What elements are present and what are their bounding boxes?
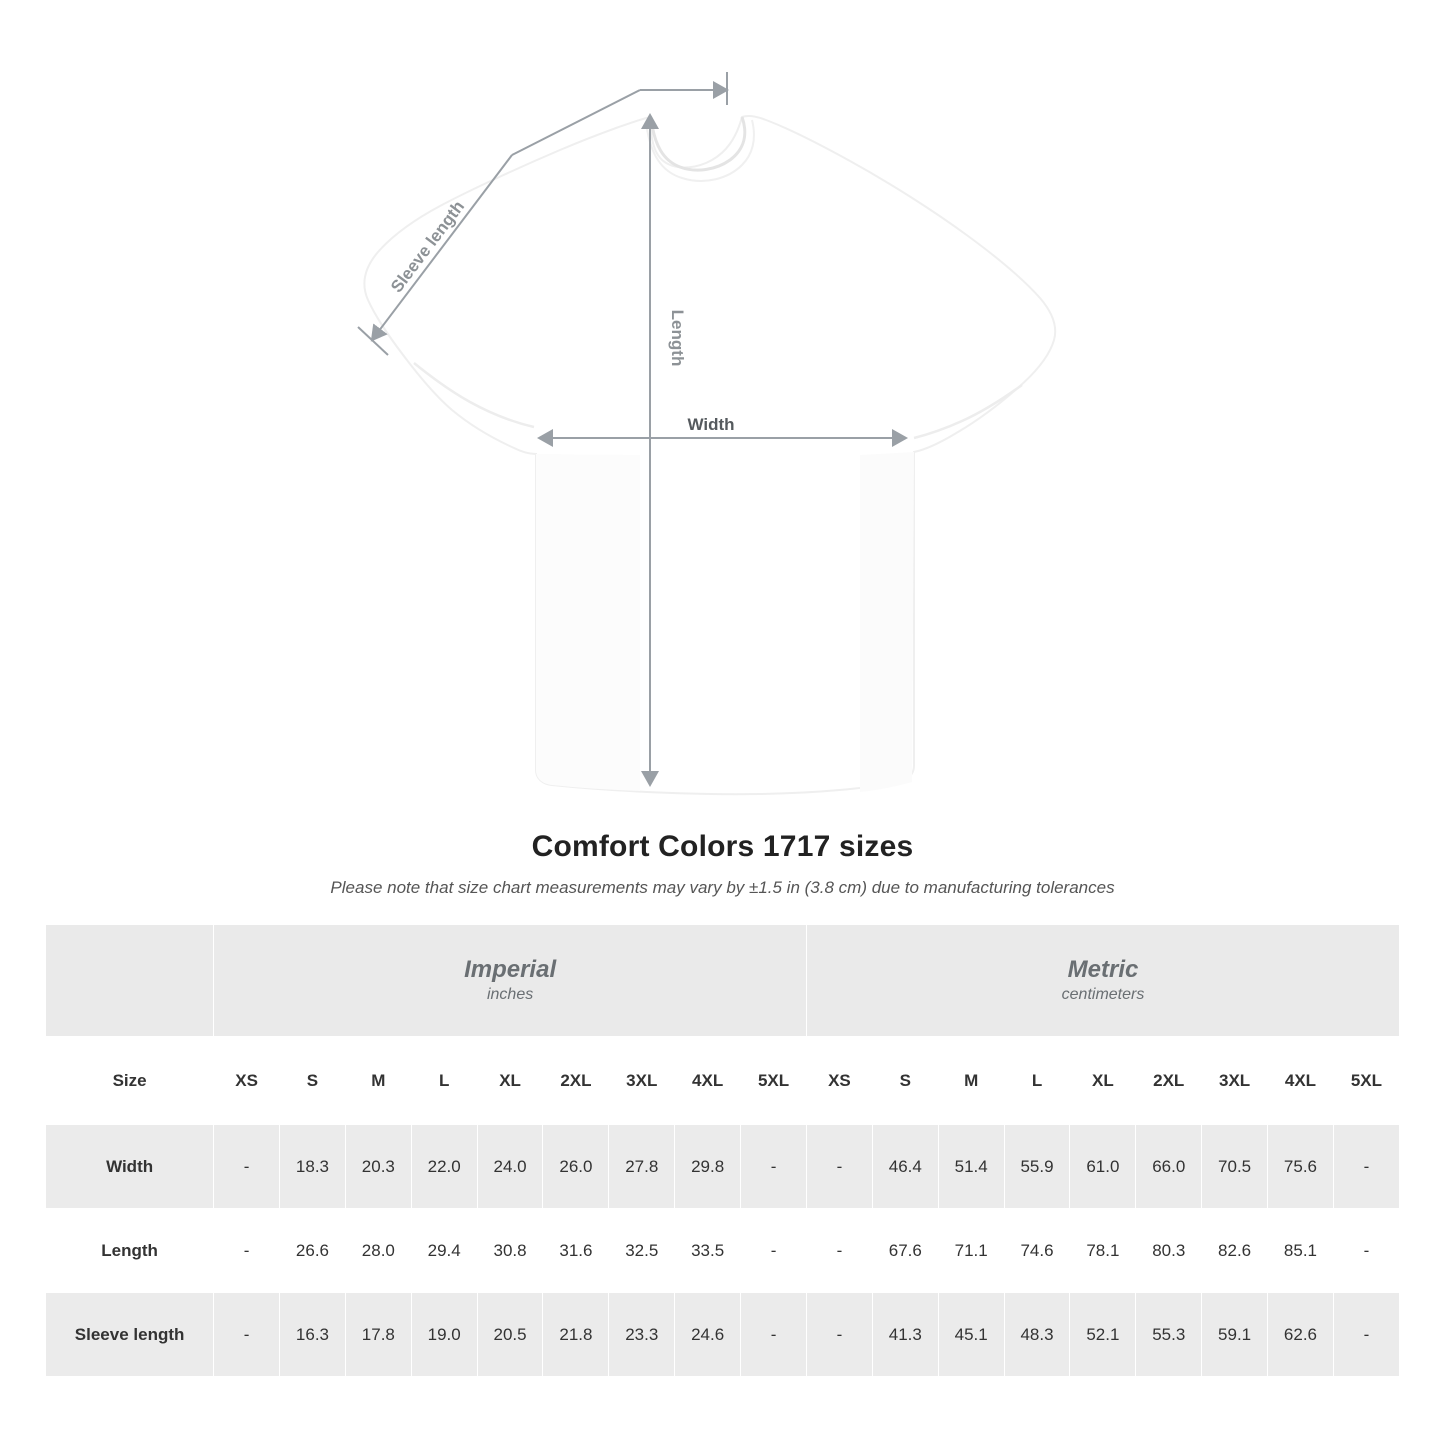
- cell-sleeve-imp-3xl: 23.3: [609, 1293, 675, 1377]
- tolerance-note: Please note that size chart measurements may vary by ±1.5 in (3.8 cm) due to manufacturing tolerances: [330, 878, 1115, 897]
- cell-sleeve-imp-2xl: 21.8: [543, 1293, 609, 1377]
- cell-width-imp-xl: 24.0: [477, 1125, 543, 1209]
- unit-imperial-name: Imperial: [464, 956, 557, 984]
- cell-width-met-4xl: 75.6: [1268, 1125, 1334, 1209]
- table-row: [46, 1125, 1400, 1209]
- cell-length-met-4xl: 85.1: [1268, 1209, 1334, 1293]
- size-header-label: Size: [46, 1037, 214, 1125]
- cell-width-imp-xs: -: [214, 1125, 280, 1209]
- cell-sleeve-met-4xl: 62.6: [1268, 1293, 1334, 1377]
- cell-width-imp-m: 20.3: [345, 1125, 411, 1209]
- cell-length-imp-l: 29.4: [411, 1209, 477, 1293]
- cell-width-met-5xl: -: [1333, 1125, 1399, 1209]
- cell-length-met-l: 74.6: [1004, 1209, 1070, 1293]
- unit-header-spacer: [46, 925, 214, 1037]
- row-label-length: Length: [46, 1209, 214, 1293]
- cell-length-met-5xl: -: [1333, 1209, 1399, 1293]
- cell-width-imp-2xl: 26.0: [543, 1125, 609, 1209]
- cell-sleeve-met-s: 41.3: [872, 1293, 938, 1377]
- cell-length-met-3xl: 82.6: [1202, 1209, 1268, 1293]
- size-col-imp-m: M: [345, 1037, 411, 1125]
- cell-sleeve-imp-xs: -: [214, 1293, 280, 1377]
- table-row: [46, 1209, 1400, 1293]
- cell-length-imp-5xl: -: [741, 1209, 807, 1293]
- cell-length-imp-2xl: 31.6: [543, 1209, 609, 1293]
- cell-width-imp-5xl: -: [741, 1125, 807, 1209]
- table-row: [46, 1293, 1400, 1377]
- cell-sleeve-imp-s: 16.3: [280, 1293, 346, 1377]
- cell-width-met-l: 55.9: [1004, 1125, 1070, 1209]
- title-block: [0, 830, 1445, 898]
- row-label-sleeve-length: Sleeve length: [46, 1293, 214, 1377]
- size-col-imp-s: S: [280, 1037, 346, 1125]
- cell-length-imp-xl: 30.8: [477, 1209, 543, 1293]
- cell-sleeve-met-3xl: 59.1: [1202, 1293, 1268, 1377]
- unit-header-metric: [807, 925, 1400, 1037]
- size-col-met-5xl: 5XL: [1333, 1037, 1399, 1125]
- cell-length-met-2xl: 80.3: [1136, 1209, 1202, 1293]
- size-col-met-3xl: 3XL: [1202, 1037, 1268, 1125]
- cell-width-met-3xl: 70.5: [1202, 1125, 1268, 1209]
- sleeve-length-label: Sleeve length: [387, 197, 469, 297]
- cell-sleeve-imp-m: 17.8: [345, 1293, 411, 1377]
- cell-sleeve-met-m: 45.1: [938, 1293, 1004, 1377]
- cell-sleeve-imp-4xl: 24.6: [675, 1293, 741, 1377]
- tshirt-graphic: [364, 116, 1055, 794]
- cell-width-met-2xl: 66.0: [1136, 1125, 1202, 1209]
- cell-length-imp-3xl: 32.5: [609, 1209, 675, 1293]
- cell-length-met-xl: 78.1: [1070, 1209, 1136, 1293]
- size-col-met-s: S: [872, 1037, 938, 1125]
- cell-sleeve-met-xs: -: [807, 1293, 873, 1377]
- size-col-imp-xl: XL: [477, 1037, 543, 1125]
- cell-length-imp-m: 28.0: [345, 1209, 411, 1293]
- cell-width-imp-s: 18.3: [280, 1125, 346, 1209]
- unit-metric-name: Metric: [1067, 956, 1139, 984]
- cell-width-imp-3xl: 27.8: [609, 1125, 675, 1209]
- size-col-imp-4xl: 4XL: [675, 1037, 741, 1125]
- cell-sleeve-met-5xl: -: [1333, 1293, 1399, 1377]
- cell-length-met-s: 67.6: [872, 1209, 938, 1293]
- cell-sleeve-met-xl: 52.1: [1070, 1293, 1136, 1377]
- cell-width-imp-l: 22.0: [411, 1125, 477, 1209]
- size-table: [45, 924, 1400, 1377]
- size-header-row: [46, 1037, 1400, 1125]
- cell-length-met-m: 71.1: [938, 1209, 1004, 1293]
- cell-sleeve-imp-l: 19.0: [411, 1293, 477, 1377]
- cell-sleeve-imp-5xl: -: [741, 1293, 807, 1377]
- size-col-imp-l: L: [411, 1037, 477, 1125]
- cell-sleeve-met-2xl: 55.3: [1136, 1293, 1202, 1377]
- row-label-width: Width: [46, 1125, 214, 1209]
- unit-metric-sub: centimeters: [1061, 986, 1145, 1004]
- size-col-imp-xs: XS: [214, 1037, 280, 1125]
- cell-width-met-s: 46.4: [872, 1125, 938, 1209]
- cell-width-met-m: 51.4: [938, 1125, 1004, 1209]
- size-col-met-m: M: [938, 1037, 1004, 1125]
- size-table-wrap: [0, 924, 1445, 1377]
- size-col-met-2xl: 2XL: [1136, 1037, 1202, 1125]
- size-col-met-xl: XL: [1070, 1037, 1136, 1125]
- cell-length-met-xs: -: [807, 1209, 873, 1293]
- size-col-imp-2xl: 2XL: [543, 1037, 609, 1125]
- width-label: Width: [687, 415, 735, 434]
- cell-length-imp-4xl: 33.5: [675, 1209, 741, 1293]
- cell-length-imp-s: 26.6: [280, 1209, 346, 1293]
- size-col-met-l: L: [1004, 1037, 1070, 1125]
- length-label: Length: [668, 309, 687, 367]
- cell-width-imp-4xl: 29.8: [675, 1125, 741, 1209]
- page-title: Comfort Colors 1717 sizes: [531, 830, 914, 863]
- cell-width-met-xl: 61.0: [1070, 1125, 1136, 1209]
- size-col-imp-5xl: 5XL: [741, 1037, 807, 1125]
- size-col-imp-3xl: 3XL: [609, 1037, 675, 1125]
- unit-imperial-sub: inches: [486, 986, 534, 1004]
- unit-header-row: [46, 925, 1400, 1037]
- cell-sleeve-met-l: 48.3: [1004, 1293, 1070, 1377]
- cell-sleeve-imp-xl: 20.5: [477, 1293, 543, 1377]
- size-col-met-xs: XS: [807, 1037, 873, 1125]
- size-col-met-4xl: 4XL: [1268, 1037, 1334, 1125]
- cell-width-met-xs: -: [807, 1125, 873, 1209]
- cell-length-imp-xs: -: [214, 1209, 280, 1293]
- unit-header-imperial: [214, 925, 807, 1037]
